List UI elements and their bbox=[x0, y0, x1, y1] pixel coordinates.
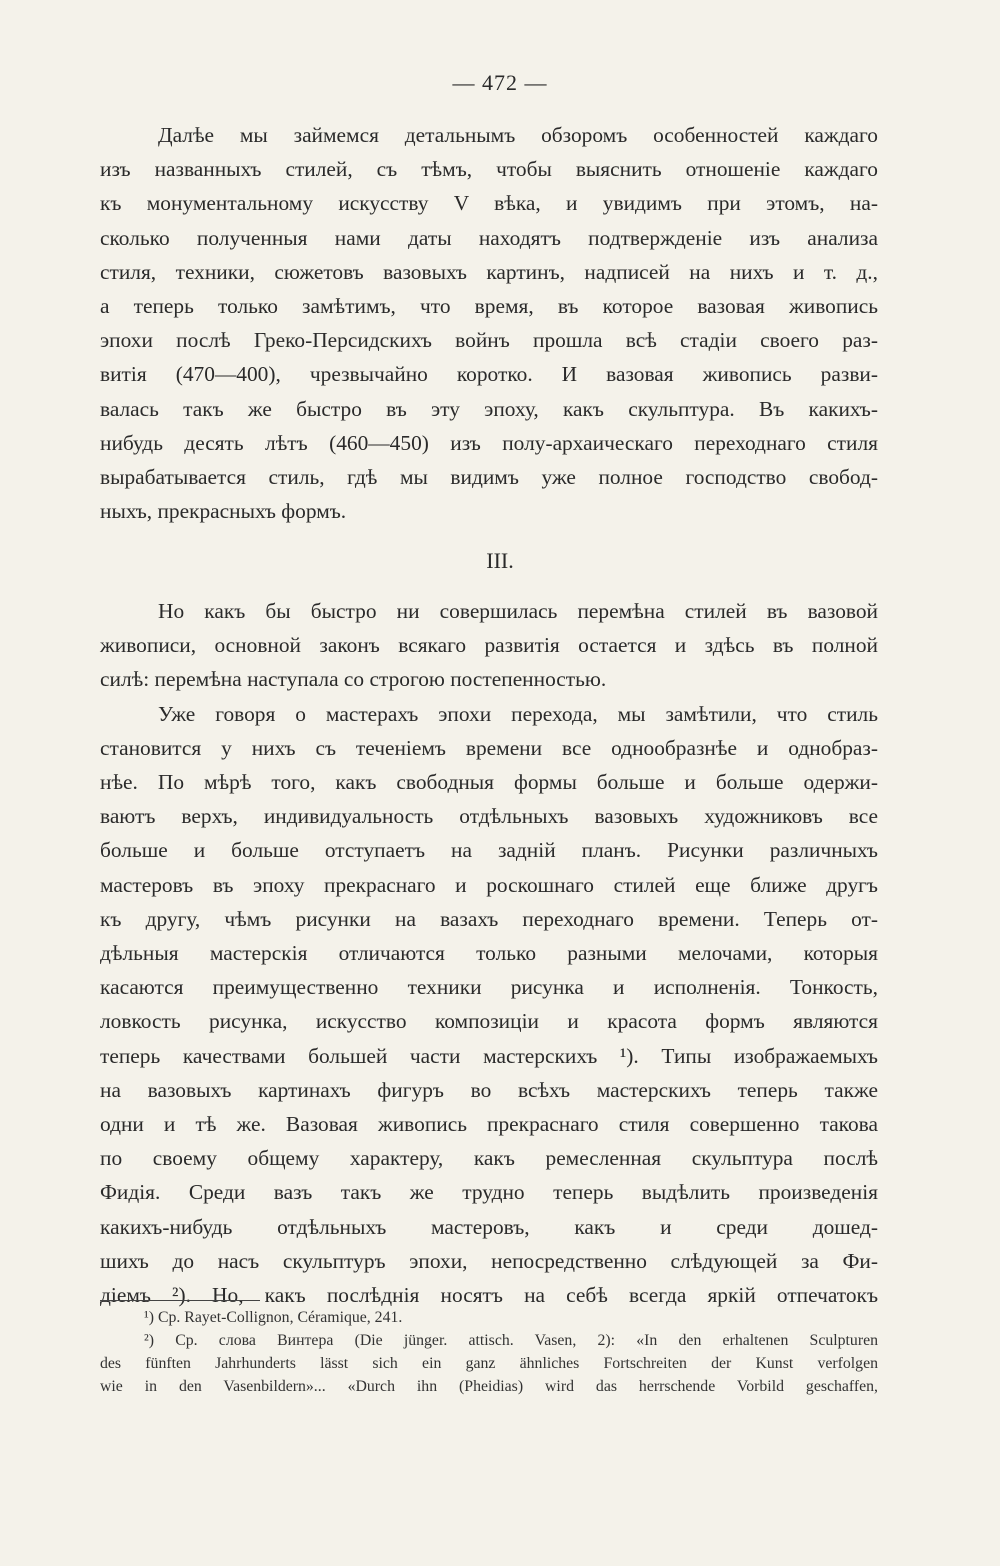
text-line: Фидія. Среди вазъ такъ же трудно теперь выдѣлить произведенія bbox=[100, 1180, 878, 1205]
footnote-2-line: wie in den Vasenbildern»... «Durch ihn (Pheidias) wird das herrschende Vorbild geschaffen, bbox=[100, 1378, 878, 1395]
text-line: мастеровъ въ эпоху прекраснаго и роскошнаго стилей еще ближе другъ bbox=[100, 872, 878, 897]
paragraph-1 bbox=[100, 118, 878, 528]
text-line: Далѣе мы займемся детальнымъ обзоромъ особенностей каждаго bbox=[158, 123, 878, 147]
text-line: ловкость рисунка, искусство композиціи и красота формъ являются bbox=[100, 1009, 878, 1034]
main-text-continued bbox=[100, 594, 878, 1312]
text-line: эпохи послѣ Греко-Персидскихъ войнъ прошла всѣ стадіи своего раз- bbox=[100, 328, 878, 353]
text-line: теперь качествами большей части мастерскихъ ¹). Типы изображаемыхъ bbox=[100, 1043, 878, 1068]
text-line: валась такъ же быстро въ эту эпоху, какъ скульптура. Въ какихъ- bbox=[100, 396, 878, 421]
footnote-2: ²) Ср. слова Винтера (Die jünger. attisch. Vasen, 2): «In den erhaltenen Sculpturen bbox=[144, 1332, 878, 1349]
text-line: ныхъ, прекрасныхъ формъ. bbox=[100, 499, 347, 524]
text-line: сколько полученныя нами даты находятъ подтвержденіе изъ анализа bbox=[100, 225, 878, 250]
text-line: стиля, техники, сюжетовъ вазовыхъ картинъ, надписей на нихъ и т. д., bbox=[100, 259, 878, 284]
section-heading: III. bbox=[486, 548, 514, 573]
text-line: одни и тѣ же. Вазовая живопись прекраснаго стиля совершенно такова bbox=[100, 1112, 878, 1137]
footnote-2-line: des fünften Jahrhunderts lässt sich ein ganz ähnliches Fortschreiten der Kunst verfolgen bbox=[100, 1355, 878, 1372]
text-line: ваютъ верхъ, индивидуальность отдѣльныхъ вазовыхъ художниковъ все bbox=[100, 804, 878, 829]
text-line: касаются преимущественно техники рисунка и исполненія. Тонкость, bbox=[100, 975, 878, 1000]
text-line: діемъ ²). Но, какъ послѣднія носятъ на себѣ всегда яркій отпечатокъ bbox=[100, 1283, 878, 1308]
text-line: шихъ до насъ скульптуръ эпохи, непосредственно слѣдующей за Фи- bbox=[100, 1248, 878, 1273]
main-text bbox=[100, 118, 878, 528]
text-line: живописи, основной законъ всякаго развитія остается и здѣсь въ полной bbox=[100, 633, 878, 658]
text-line: больше и больше отступаетъ на задній планъ. Рисунки различныхъ bbox=[100, 838, 878, 863]
paragraph-3 bbox=[100, 697, 878, 1313]
text-line: по своему общему характеру, какъ ремесленная скульптура послѣ bbox=[100, 1146, 878, 1171]
text-line: Уже говоря о мастерахъ эпохи перехода, мы замѣтили, что стиль bbox=[158, 701, 878, 726]
text-line: витія (470—400), чрезвычайно коротко. И вазовая живопись разви- bbox=[100, 362, 878, 387]
text-line: а теперь только замѣтимъ, что время, въ которое вазовая живопись bbox=[100, 294, 878, 319]
paragraph-2 bbox=[100, 594, 878, 697]
text-line: какихъ-нибудь отдѣльныхъ мастеровъ, какъ и среди дошед- bbox=[100, 1214, 878, 1239]
text-line: Но какъ бы быстро ни совершилась перемѣна стилей въ вазовой bbox=[158, 599, 878, 623]
text-line: на вазовыхъ картинахъ фигуръ во всѣхъ мастерскихъ теперь также bbox=[100, 1077, 878, 1102]
page-number: — 472 — bbox=[452, 70, 548, 95]
footnote-divider bbox=[100, 1300, 260, 1301]
text-line: нибудь десять лѣтъ (460—450) изъ полу-архаическаго переходнаго стиля bbox=[100, 430, 878, 455]
text-line: нѣе. По мѣрѣ того, какъ свободныя формы больше и больше одержи- bbox=[100, 770, 878, 795]
text-line: изъ названныхъ стилей, съ тѣмъ, чтобы выяснить отношеніе каждаго bbox=[100, 157, 878, 182]
text-line: силѣ: перемѣна наступала со строгою постепенностью. bbox=[100, 667, 607, 692]
text-line: къ другу, чѣмъ рисунки на вазахъ переходнаго времени. Теперь от- bbox=[100, 906, 878, 931]
footnotes bbox=[100, 1306, 878, 1398]
text-line: становится у нихъ съ теченіемъ времени все однообразнѣе и однобраз- bbox=[100, 735, 878, 760]
text-line: дѣльныя мастерскія отличаются только разными мелочами, которыя bbox=[100, 941, 878, 966]
footnote-1: ¹) Ср. Rayet-Collignon, Céramique, 241. bbox=[144, 1309, 403, 1326]
text-line: къ монументальному искусству V вѣка, и увидимъ при этомъ, на- bbox=[100, 191, 878, 216]
text-line: вырабатывается стиль, гдѣ мы видимъ уже полное господство свобод- bbox=[100, 465, 878, 490]
